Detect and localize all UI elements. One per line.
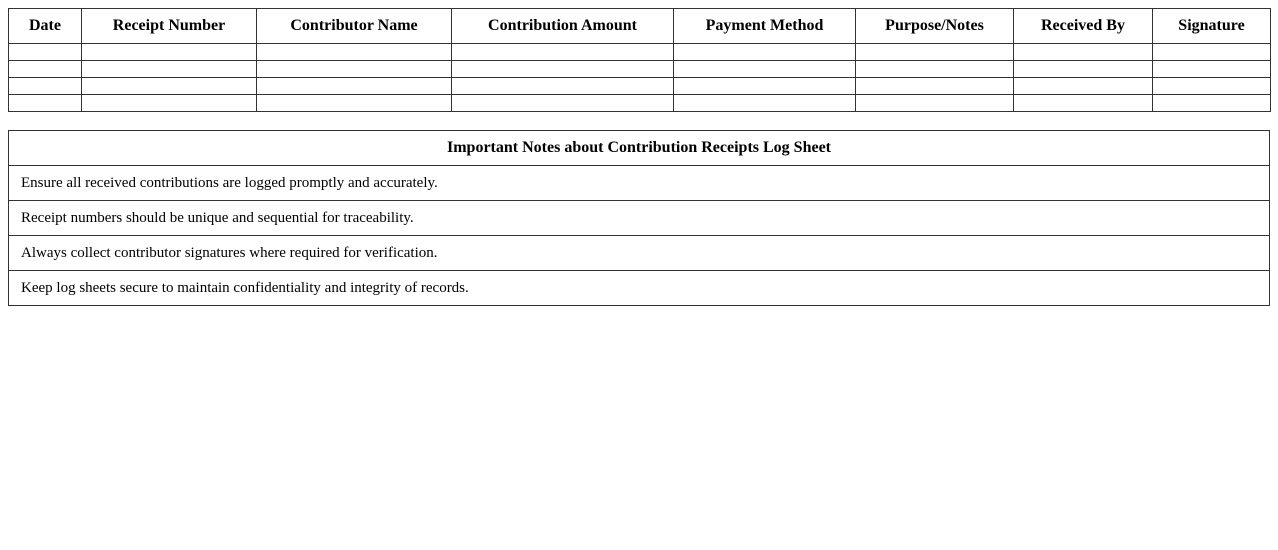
table-cell [9, 78, 82, 95]
notes-title: Important Notes about Contribution Receipts Log Sheet [9, 131, 1270, 166]
table-cell [1153, 78, 1271, 95]
table-cell [82, 44, 257, 61]
table-cell [856, 95, 1014, 112]
table-cell [452, 61, 674, 78]
table-cell [9, 61, 82, 78]
table-cell [856, 61, 1014, 78]
table-cell [82, 78, 257, 95]
table-cell [1014, 95, 1153, 112]
table-cell [257, 78, 452, 95]
header-purpose-notes: Purpose/Notes [856, 9, 1014, 44]
table-cell [1014, 78, 1153, 95]
note-row [9, 236, 1270, 271]
table-cell [674, 44, 856, 61]
table-cell [82, 95, 257, 112]
table-cell [82, 61, 257, 78]
table-cell [1014, 61, 1153, 78]
table-cell [452, 44, 674, 61]
table-row [9, 44, 1271, 61]
table-row [9, 95, 1271, 112]
table-row [9, 61, 1271, 78]
header-contribution-amount: Contribution Amount [452, 9, 674, 44]
header-received-by: Received By [1014, 9, 1153, 44]
note-row [9, 201, 1270, 236]
table-cell [674, 95, 856, 112]
table-cell [257, 95, 452, 112]
table-cell [856, 44, 1014, 61]
table-cell [257, 61, 452, 78]
header-receipt-number: Receipt Number [82, 9, 257, 44]
table-cell [257, 44, 452, 61]
header-payment-method: Payment Method [674, 9, 856, 44]
table-cell [1014, 44, 1153, 61]
table-cell [1153, 44, 1271, 61]
table-cell [452, 78, 674, 95]
note-item: Receipt numbers should be unique and sequential for traceability. [9, 201, 1270, 236]
note-item: Always collect contributor signatures where required for verification. [9, 236, 1270, 271]
table-cell [1153, 61, 1271, 78]
notes-title-row [9, 131, 1270, 166]
table-row [9, 78, 1271, 95]
table-cell [452, 95, 674, 112]
header-date: Date [9, 9, 82, 44]
note-item: Ensure all received contributions are logged promptly and accurately. [9, 166, 1270, 201]
header-row [9, 9, 1271, 44]
note-row [9, 166, 1270, 201]
header-signature: Signature [1153, 9, 1271, 44]
note-item: Keep log sheets secure to maintain confidentiality and integrity of records. [9, 271, 1270, 306]
header-contributor-name: Contributor Name [257, 9, 452, 44]
contribution-log-table [8, 8, 1271, 112]
table-cell [9, 44, 82, 61]
table-cell [674, 61, 856, 78]
note-row [9, 271, 1270, 306]
table-cell [856, 78, 1014, 95]
table-cell [1153, 95, 1271, 112]
important-notes-table [8, 130, 1270, 306]
table-cell [674, 78, 856, 95]
table-cell [9, 95, 82, 112]
